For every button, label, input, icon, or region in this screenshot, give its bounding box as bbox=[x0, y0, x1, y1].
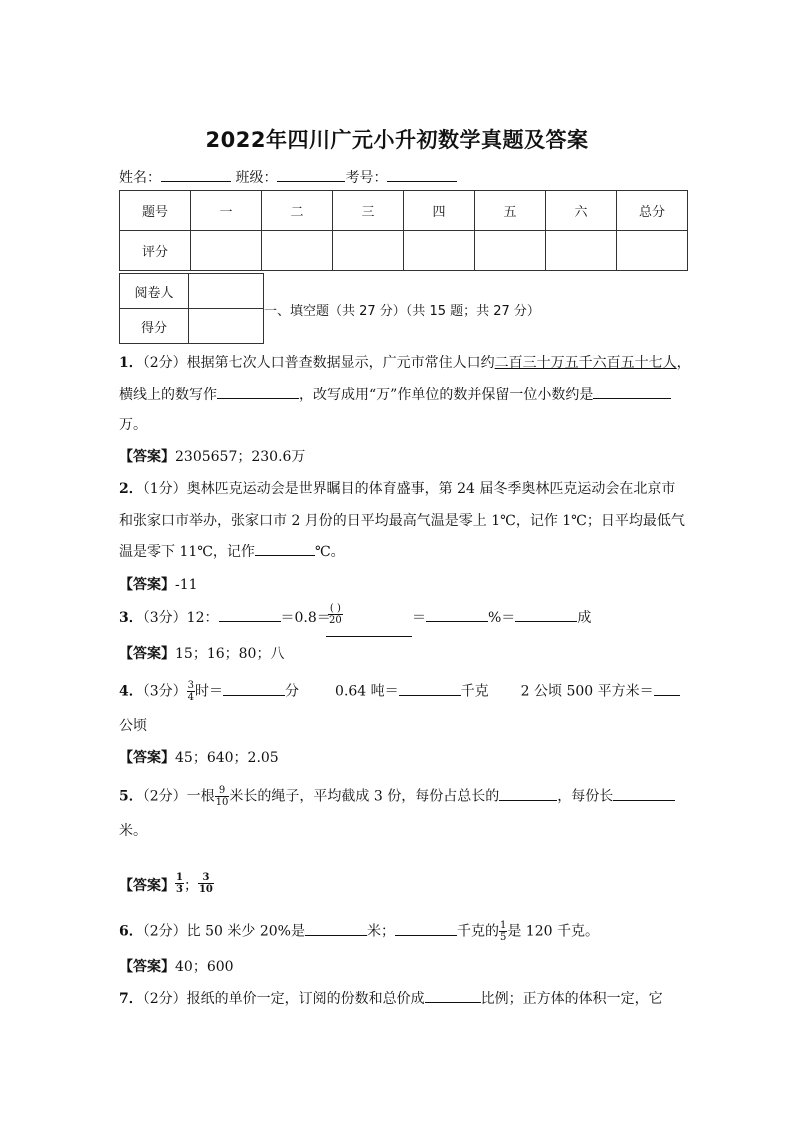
question-7-line-1: 7．（2分）报纸的单价一定，订阅的份数和总价成 比例；正方体的体积一定，它 bbox=[119, 988, 663, 1008]
question-2-line-2: 和张家口市举办，张家口市 2 月份的日平均最高气温是零上 1℃，记作 1℃；日平均最低气 bbox=[119, 513, 685, 529]
section-heading: 一、填空题（共 27 分）（共 15 题；共 27 分） bbox=[264, 304, 540, 319]
exam-blank[interactable] bbox=[387, 167, 457, 182]
fraction: $\frac{3}{4}$ bbox=[187, 680, 195, 703]
score-cell[interactable] bbox=[546, 231, 617, 271]
score-cell[interactable] bbox=[262, 231, 333, 271]
answer-blank[interactable] bbox=[613, 786, 675, 801]
reviewer-cell[interactable] bbox=[189, 274, 264, 309]
question-5-line-1: 5．（2分）一根 $\frac{9}{10}$ 米长的绳子，平均截成 3 份，每份占总长的 ，每份长 bbox=[119, 785, 675, 808]
question-6-line-1: 6．（2分）比 50 米少 20%是 米； 千克的 $\frac{1}{5}$ 是 120 千克。 bbox=[119, 920, 599, 943]
score-table-header-row bbox=[120, 191, 688, 231]
question-3-line-1-cont: ＝ %＝ 成 bbox=[412, 607, 591, 627]
name-blank[interactable] bbox=[161, 167, 231, 182]
grader-score-cell[interactable] bbox=[189, 309, 264, 344]
class-label: 班级： bbox=[235, 170, 278, 186]
question-1-line-3: 万。 bbox=[119, 417, 147, 433]
answer-6: 【答案】40；600 bbox=[119, 959, 234, 975]
answer-blank[interactable] bbox=[305, 921, 367, 936]
answer-blank[interactable] bbox=[499, 786, 557, 801]
score-header-cell: 五 bbox=[475, 191, 546, 231]
answer-4: 【答案】45；640；2.05 bbox=[119, 750, 279, 766]
page-title: 2022年四川广元小升初数学真题及答案 bbox=[205, 128, 589, 152]
answer-blank[interactable] bbox=[515, 607, 577, 622]
question-2-line-3: 温是零下 11℃，记作 ℃。 bbox=[119, 541, 345, 561]
score-cell[interactable] bbox=[617, 231, 688, 271]
grader-score-label: 得分 bbox=[120, 309, 189, 344]
answer-blank[interactable] bbox=[425, 988, 481, 1003]
fraction: $\frac{1}{5}$ bbox=[499, 920, 507, 943]
answer-blank[interactable] bbox=[395, 921, 457, 936]
answer-5: 【答案】 $\frac{1}{3}$ ； $\frac{3}{10}$ bbox=[119, 872, 213, 895]
answer-2: 【答案】-11 bbox=[119, 577, 198, 593]
underlined-number-text: 二百三十万五千六百五十七人 bbox=[494, 355, 677, 371]
question-1-line-2: 横线上的数写作 ，改写成用“万”作单位的数并保留一位小数约是 bbox=[119, 384, 671, 404]
score-cell[interactable] bbox=[475, 231, 546, 271]
score-header-cell: 总分 bbox=[617, 191, 688, 231]
score-cell[interactable] bbox=[191, 231, 262, 271]
score-cell[interactable] bbox=[333, 231, 404, 271]
answer-1: 【答案】2305657；230.6万 bbox=[119, 449, 306, 465]
score-header-cell: 一 bbox=[191, 191, 262, 231]
fraction: ( ) 20 bbox=[329, 603, 342, 626]
grader-table bbox=[119, 273, 264, 344]
fraction: $\frac{9}{10}$ bbox=[215, 785, 229, 808]
exam-label: 考号： bbox=[345, 170, 388, 186]
answer-blank[interactable] bbox=[255, 541, 315, 556]
score-cell[interactable] bbox=[404, 231, 475, 271]
score-table-row bbox=[120, 231, 688, 271]
answer-blank[interactable] bbox=[219, 607, 281, 622]
answer-blank[interactable] bbox=[399, 681, 461, 696]
class-blank[interactable] bbox=[277, 167, 345, 182]
name-label: 姓名： bbox=[119, 170, 161, 186]
answer-3: 【答案】15；16；80；八 bbox=[119, 646, 285, 662]
answer-blank[interactable] bbox=[217, 384, 299, 399]
score-header-cell: 四 bbox=[404, 191, 475, 231]
answer-blank[interactable] bbox=[426, 607, 488, 622]
question-2-line-1: 2．（1分）奥林匹克运动会是世界瞩目的体育盛事，第 24 届冬季奥林匹克运动会在北京市 bbox=[119, 481, 676, 497]
answer-blank[interactable] bbox=[654, 681, 680, 696]
score-header-cell: 二 bbox=[262, 191, 333, 231]
fraction-answer-blank[interactable] bbox=[326, 603, 412, 637]
question-1-line-1: 1．（2分）根据第七次人口普查数据显示，广元市常住人口约二百三十万五千六百五十七人， bbox=[119, 355, 691, 371]
answer-fraction: $\frac{1}{3}$ bbox=[176, 872, 183, 895]
answer-blank[interactable] bbox=[223, 681, 285, 696]
answer-fraction: $\frac{3}{10}$ bbox=[198, 872, 213, 895]
question-4-line-2: 公顷 bbox=[119, 718, 147, 734]
score-header-cell: 六 bbox=[546, 191, 617, 231]
student-info-line bbox=[119, 167, 457, 187]
score-row-label: 评分 bbox=[120, 231, 191, 271]
question-5-line-2: 米。 bbox=[119, 823, 147, 839]
question-4-line-1: 4．（3分） $\frac{3}{4}$ 时＝ 分 0.64 吨＝ 千克 2 公顷 500 平方米＝ bbox=[119, 680, 680, 703]
reviewer-label: 阅卷人 bbox=[120, 274, 189, 309]
score-table bbox=[119, 190, 688, 271]
answer-blank[interactable] bbox=[593, 384, 671, 399]
question-3-line-1: 3．（3分）12： ＝0.8＝ bbox=[119, 607, 331, 627]
score-header-cell: 题号 bbox=[120, 191, 191, 231]
score-header-cell: 三 bbox=[333, 191, 404, 231]
